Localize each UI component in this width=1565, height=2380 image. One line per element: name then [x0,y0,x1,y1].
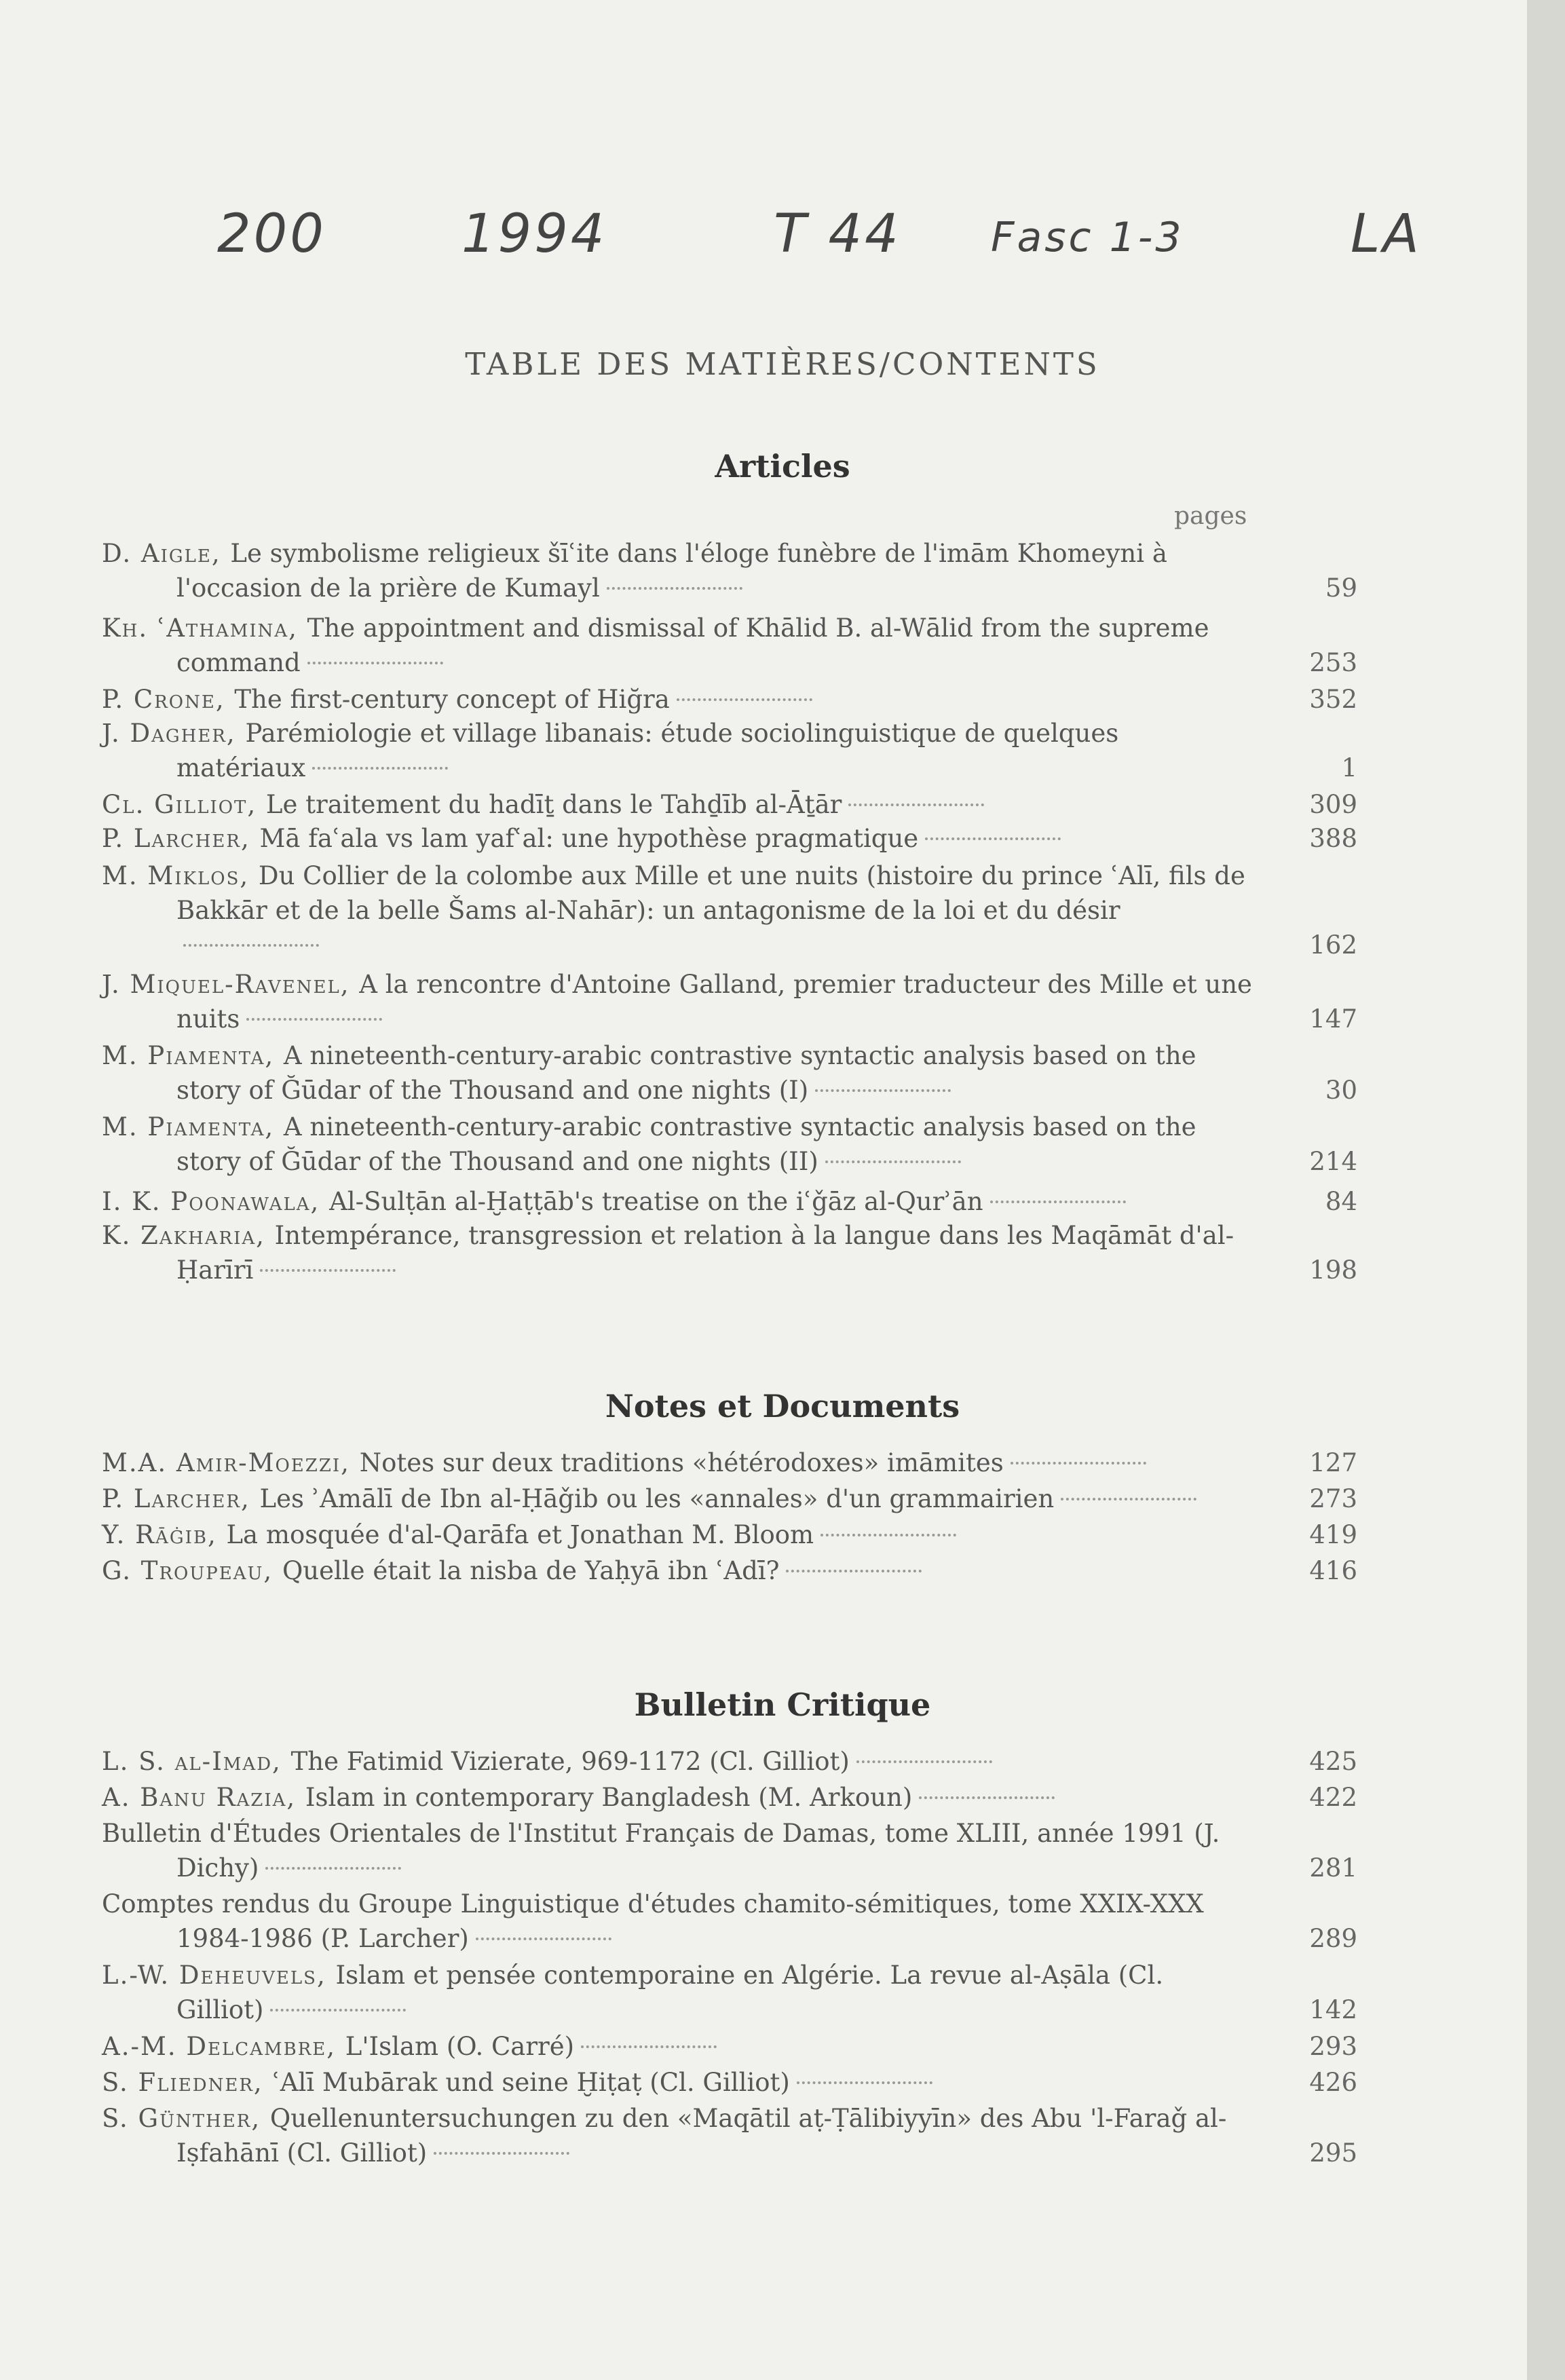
entry-page-number: 162 [1309,930,1357,960]
entry-author: S. Fliedner, [102,2068,273,2097]
entry-title: Mā faʿala vs lam yafʿal: une hypothèse pragmatique [259,824,919,853]
notes-entry [102,1553,1357,1588]
articles-entry [102,611,1357,680]
entry-title: Les ʾAmālī de Ibn al-Ḥāǧib ou les «annales» d'un grammairien [259,1484,1055,1513]
leader-dots [825,1160,961,1163]
entry-page-number: 198 [1309,1255,1357,1285]
articles-entry [102,967,1357,1036]
articles-entry [102,1110,1357,1179]
articles-entry [102,716,1357,785]
entry-text [102,821,1256,856]
page-title: TABLE DES MATIÈRES/CONTENTS [465,346,1100,382]
entry-text [102,536,1256,605]
entry-title: La mosquée d'al-Qarāfa et Jonathan M. Bloom [226,1520,814,1549]
entry-text [102,611,1256,680]
entry-author: Kh. ʿAthamina, [102,613,307,643]
entry-author: L. S. al-Imad, [102,1747,291,1776]
entry-title: A nineteenth-century-arabic contrastive syntactic analysis based on the story of Ğūdar of the Thousand and one nights (II) [176,1112,1196,1176]
leader-dots [848,804,984,806]
entry-text [102,1446,1256,1480]
leader-dots [260,1269,396,1272]
entry-author: M. Piamenta, [102,1041,284,1070]
entry-text [102,858,1256,962]
section-heading-articles: Articles [715,448,850,485]
bulletin-entry [102,2101,1357,2170]
handwritten-note-5: LA [1351,204,1422,265]
entry-text [102,1218,1256,1287]
entry-text [102,682,1256,717]
entry-author: Y. Rāġib, [102,1520,227,1549]
bulletin-entry [102,1958,1357,2027]
entry-title: Quellenuntersuchungen zu den «Maqātil aṭ-Ṭālibiyyīn» des Abu 'l-Faraǧ al-Iṣfahānī (Cl. Gilliot) [176,2104,1227,2168]
entry-title: A nineteenth-century-arabic contrastive syntactic analysis based on the story of Ğūdar of the Thousand and one nights (I) [176,1041,1196,1105]
entry-author: A. Banu Razia, [102,1783,305,1812]
entry-page-number: 295 [1309,2138,1357,2168]
entry-text [102,1744,1256,1779]
leader-dots [856,1760,992,1763]
leader-dots [607,587,742,590]
entry-title: A la rencontre d'Antoine Galland, premier traducteur des Mille et une nuits [176,970,1252,1034]
entry-title: L'Islam (O. Carré) [345,2032,575,2061]
entry-page-number: 214 [1309,1147,1357,1176]
entry-title: Du Collier de la colombe aux Mille et une nuits (histoire du prince ʿAlī, fils de Bakkār et de la belle Šams al-Nahār): un antagonisme de la loi et du désir [176,861,1245,925]
entry-page-number: 388 [1309,824,1357,853]
notes-entry [102,1481,1357,1516]
leader-dots [183,944,319,947]
articles-entry [102,1038,1357,1108]
entry-text [102,1816,1256,1885]
entry-author: L.-W. Deheuvels, [102,1961,336,1990]
entry-page-number: 289 [1309,1924,1357,1953]
entry-title: Le traitement du hadīṯ dans le Tahḏīb al-Āṯār [265,790,842,819]
entry-page-number: 127 [1309,1448,1357,1477]
leader-dots [797,2081,932,2084]
entry-title: Quelle était la nisba de Yaḥyā ibn ʿAdī? [282,1556,780,1585]
bulletin-entry [102,1780,1357,1815]
entry-page-number: 84 [1325,1187,1357,1216]
entry-text [102,1184,1256,1219]
entry-author: I. K. Poonawala, [102,1187,330,1216]
entry-title: Al-Sulṭān al-Ḫaṭṭāb's treatise on the iʿǧāz al-Qurʾān [329,1187,983,1216]
entry-title: The Fatimid Vizierate, 969-1172 (Cl. Gilliot) [290,1747,850,1776]
entry-author: M.A. Amir-Moezzi, [102,1448,360,1477]
articles-entry [102,1218,1357,1287]
entry-page-number: 426 [1309,2068,1357,2097]
entry-author: J. Miquel-Ravenel, [102,970,360,999]
entry-page-number: 352 [1309,685,1357,714]
handwritten-note-3: T 44 [774,204,901,265]
entry-author: K. Zakharia, [102,1221,275,1250]
bulletin-entry [102,1887,1357,1956]
entry-author: Cl. Gilliot, [102,790,266,819]
notes-entry [102,1517,1357,1552]
leader-dots [815,1089,951,1092]
bulletin-entry [102,2065,1357,2100]
entry-text [102,1958,1256,2027]
leader-dots [786,1570,922,1572]
handwritten-note-4: Fasc 1-3 [991,214,1184,261]
handwritten-note-1: 200 [217,204,326,265]
section-heading-notes: Notes et Documents [605,1388,960,1424]
entry-text [102,1481,1256,1516]
entry-page-number: 142 [1309,1995,1357,2024]
handwritten-note-2: 1994 [461,204,607,265]
articles-entry [102,1184,1357,1219]
entry-page-number: 253 [1309,648,1357,677]
leader-dots [925,837,1061,840]
leader-dots [434,2152,569,2155]
entry-title: The first-century concept of Hiğra [234,685,670,714]
entry-text [102,967,1256,1036]
entry-text [102,1553,1256,1588]
entry-title: Le symbolisme religieux šīʿite dans l'éloge funèbre de l'imām Khomeyni à l'occasion de la prière de Kumayl [176,539,1167,603]
entry-page-number: 425 [1309,1747,1357,1776]
entry-text [102,1038,1256,1108]
leader-dots [581,2045,717,2048]
entry-title: Comptes rendus du Groupe Linguistique d'études chamito-sémitiques, tome XXIX-XXX 1984-1986 (P. Larcher) [102,1889,1204,1953]
entry-author: S. Günther, [102,2104,270,2133]
entry-page-number: 419 [1309,1520,1357,1549]
pages-column-label: pages [1174,502,1247,530]
entry-title: Notes sur deux traditions «hétérodoxes» imāmites [359,1448,1004,1477]
notes-entry [102,1446,1357,1480]
entry-page-number: 59 [1325,573,1357,603]
entry-author: D. Aigle, [102,539,231,568]
entry-page-number: 147 [1309,1004,1357,1034]
leader-dots [990,1201,1126,1203]
entry-author: A.-M. Delcambre, [102,2032,345,2061]
articles-entry [102,858,1357,962]
entry-title: Islam et pensée contemporaine en Algérie. La revue al-Aṣāla (Cl. Gilliot) [176,1961,1164,2024]
bulletin-entry [102,1744,1357,1779]
leader-dots [265,1867,401,1870]
entry-title: Intempérance, transgression et relation à la langue dans les Maqāmāt d'al-Ḥarīrī [176,1221,1234,1285]
leader-dots [246,1018,382,1021]
entry-author: M. Miklos, [102,861,259,890]
entry-author: P. Crone, [102,685,235,714]
entry-page-number: 293 [1309,2032,1357,2061]
entry-title: Bulletin d'Études Orientales de l'Institut Français de Damas, tome XLIII, année 1991 (J. Dichy) [102,1819,1220,1883]
entry-author: M. Piamenta, [102,1112,284,1141]
entry-text [102,1517,1256,1552]
articles-entry [102,536,1357,605]
entry-title: ʿAlī Mubārak und seine Ḫiṭaṭ (Cl. Gilliot) [272,2068,790,2097]
entry-page-number: 1 [1341,753,1357,782]
bulletin-entry [102,2029,1357,2064]
articles-entry [102,787,1357,822]
entry-title: Islam in contemporary Bangladesh (M. Arkoun) [305,1783,913,1812]
leader-dots [821,1534,956,1536]
entry-page-number: 416 [1309,1556,1357,1585]
leader-dots [1061,1498,1196,1500]
leader-dots [312,767,448,770]
leader-dots [476,1938,611,1940]
entry-page-number: 30 [1325,1076,1357,1105]
entry-text [102,1110,1256,1179]
leader-dots [919,1796,1055,1799]
entry-author: J. Dagher, [102,719,246,748]
bulletin-entry [102,1816,1357,1885]
entry-text [102,2029,1256,2064]
entry-text [102,1780,1256,1815]
entry-title: The appointment and dismissal of Khālid B. al-Wālid from the supreme command [176,613,1209,677]
leader-dots [270,2009,406,2011]
entry-author: P. Larcher, [102,824,260,853]
entry-page-number: 422 [1309,1783,1357,1812]
entry-author: G. Troupeau, [102,1556,282,1585]
entry-text [102,716,1256,785]
entry-text [102,787,1256,822]
articles-entry [102,682,1357,717]
entry-page-number: 309 [1309,790,1357,819]
leader-dots [1011,1462,1146,1465]
entry-title: Parémiologie et village libanais: étude sociolinguistique de quelques matériaux [176,719,1119,782]
leader-dots [677,698,812,701]
entry-text [102,2101,1256,2170]
articles-entry [102,821,1357,856]
entry-text [102,2065,1256,2100]
leader-dots [307,662,443,664]
entry-text [102,1887,1256,1956]
entry-page-number: 281 [1309,1853,1357,1883]
entry-page-number: 273 [1309,1484,1357,1513]
section-heading-bulletin: Bulletin Critique [634,1686,931,1723]
entry-author: P. Larcher, [102,1484,260,1513]
